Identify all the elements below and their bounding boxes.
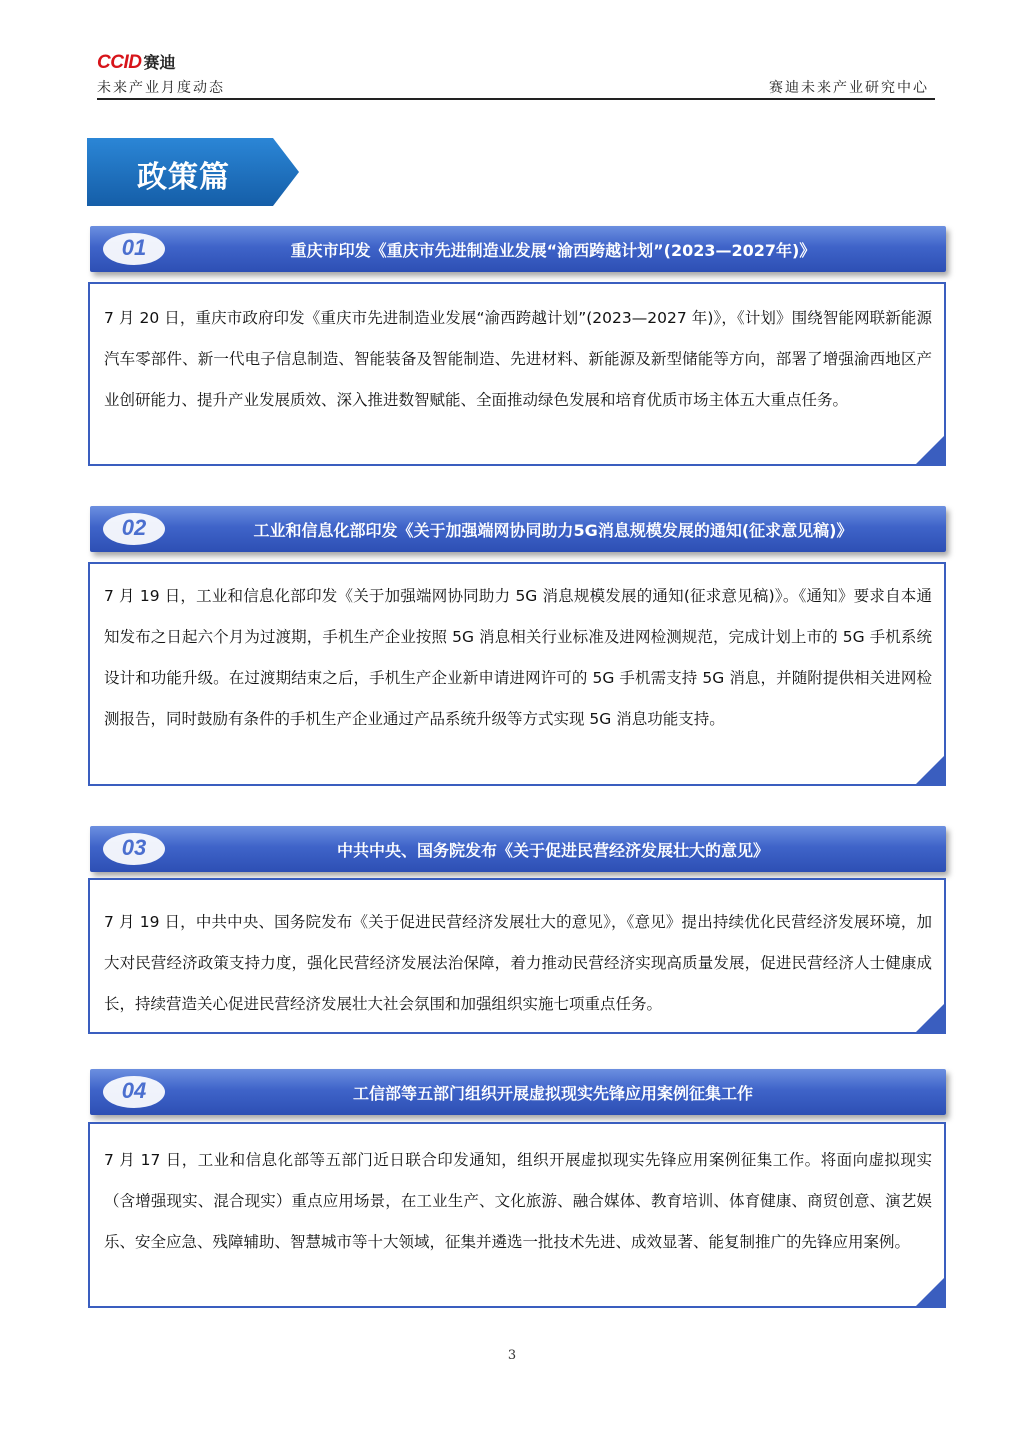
item-number: 02 [121,515,147,540]
item-body-text: 7 月 19 日，工业和信息化部印发《关于加强端网协同助力 5G 消息规模发展的通知(征求意见稿)》。《通知》要求自本通知发布之日起六个月为过渡期，手机生产企业按照 5G 消息相关行业标准及进网检测规范，完成计划上市的 5G 手机系统设计和功能升级。在过渡期结束之后，手机生产企业新申请进网许可的 5G 手机需支持 5G 消息，并随附提供相关进网检测报告，同时鼓励有条件的手机生产企业通过产品系统升级等方式实现 5G 消息功能支持。 [104,587,932,728]
item-title: 重庆市印发《重庆市先进制造业发展“渝西跨越计划”(2023—2027年)》 [290,241,816,260]
item-number: 04 [121,1078,147,1103]
policy-item-body [88,282,946,466]
ccid-logo [97,50,175,72]
section-banner [87,138,299,206]
policy-item-body [88,878,946,1034]
item-body-text: 7 月 20 日，重庆市政府印发《重庆市先进制造业发展“渝西跨越计划”(2023—2027 年)》，《计划》围绕智能网联新能源汽车零部件、新一代电子信息制造、智能装备及智能制造、先进材料、新能源及新型储能等方向，部署了增强渝西地区产业创研能力、提升产业发展质效、深入推进数智赋能、全面推动绿色发展和培育优质市场主体五大重点任务。 [104,309,932,409]
policy-item-body [88,562,946,786]
policy-item-heading [90,1069,946,1115]
policy-item-heading [90,826,946,872]
item-number: 01 [121,235,147,260]
policy-item-heading [90,506,946,552]
corner-fold-icon [914,754,946,786]
item-title: 中共中央、国务院发布《关于促进民营经济发展壮大的意见》 [336,841,769,860]
item-number-badge [102,1075,166,1109]
item-number-badge [102,832,166,866]
corner-fold-icon [914,1002,946,1034]
item-number-badge [102,232,166,266]
item-title: 工业和信息化部印发《关于加强端网协同助力5G消息规模发展的通知(征求意见稿)》 [253,521,853,540]
item-body-text: 7 月 19 日，中共中央、国务院发布《关于促进民营经济发展壮大的意见》，《意见》提出持续优化民营经济发展环境，加大对民营经济政策支持力度，强化民营经济发展法治保障，着力推动民营经济实现高质量发展，促进民营经济人士健康成长，持续营造关心促进民营经济发展壮大社会氛围和加强组织实施七项重点任务。 [104,913,932,1013]
item-title: 工信部等五部门组织开展虚拟现实先锋应用案例征集工作 [352,1084,753,1103]
policy-item-body [88,1122,946,1308]
page-header [97,50,935,100]
corner-fold-icon [914,1276,946,1308]
page-number: 3 [507,1348,517,1363]
section-title: 政策篇 [137,160,230,195]
logo-cn-text: 赛迪 [143,53,176,72]
policy-item-heading [90,226,946,272]
corner-fold-icon [914,434,946,466]
publication-title: 未来产业月度动态 [97,80,225,96]
logo-mark: CCID [97,52,142,73]
header-divider [97,98,935,100]
item-number: 03 [121,835,147,860]
research-center-name: 赛迪未来产业研究中心 [769,80,929,96]
item-body-text: 7 月 17 日，工业和信息化部等五部门近日联合印发通知，组织开展虚拟现实先锋应用案例征集工作。将面向虚拟现实（含增强现实、混合现实）重点应用场景，在工业生产、文化旅游、融合媒体、教育培训、体育健康、商贸创意、演艺娱乐、安全应急、残障辅助、智慧城市等十大领域，征集并遴选一批技术先进、成效显著、能复制推广的先锋应用案例。 [104,1151,932,1251]
item-number-badge [102,512,166,546]
